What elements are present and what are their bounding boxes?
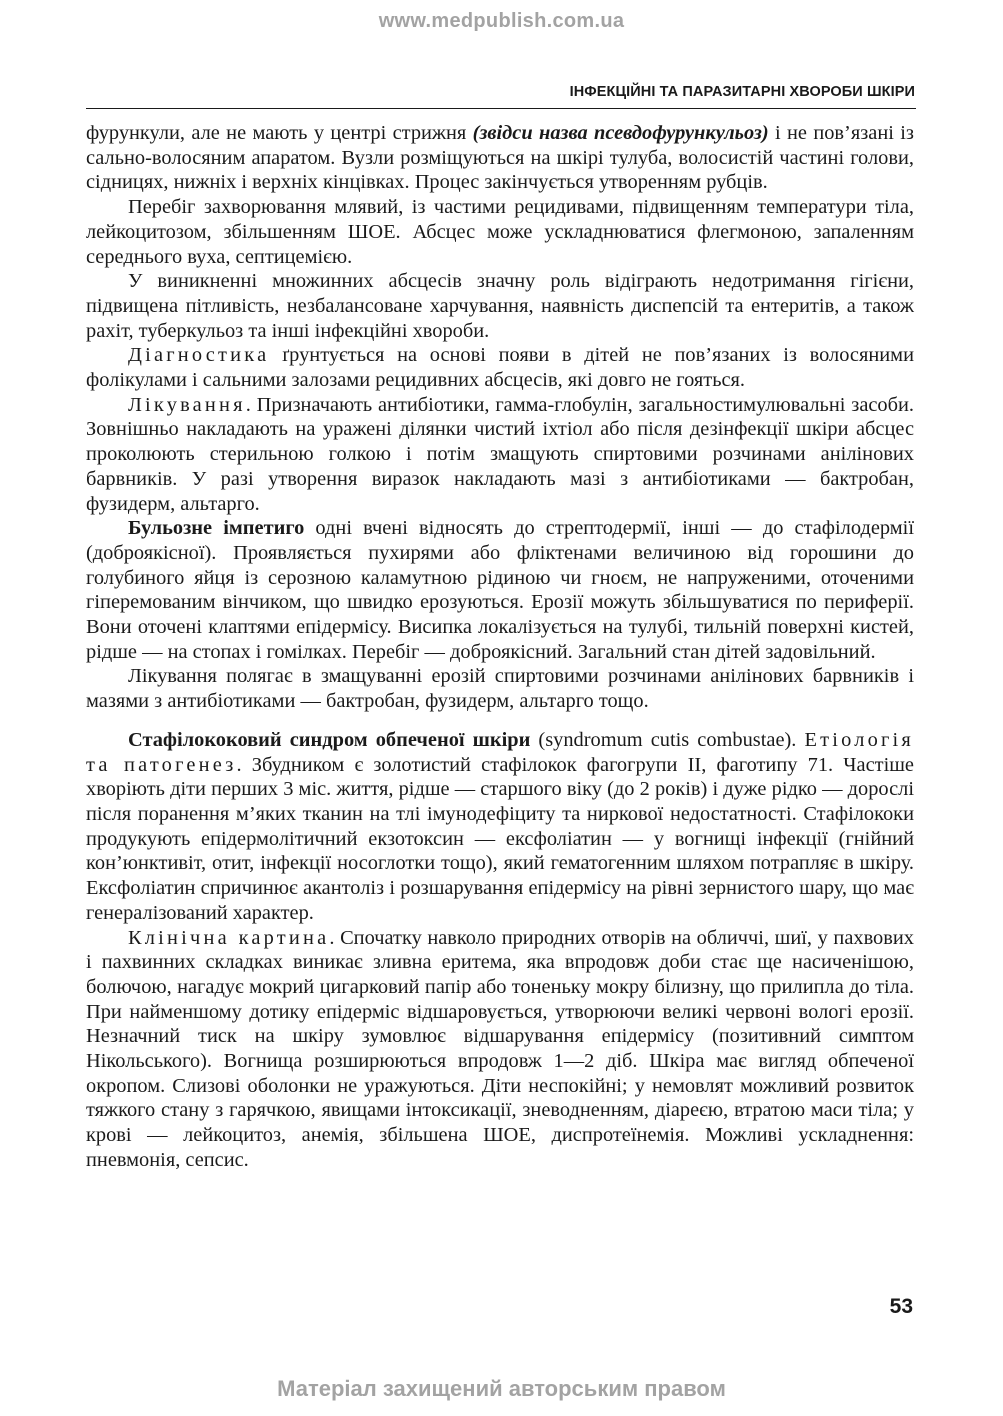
paragraph: Перебіг захворювання млявий, із частими рецидивами, підвищенням температури тіла, лейкоцитозом, збільшенням ШОЕ. Абсцес може ускладнюватися флегмоною, запаленням середнього вуха, септицемією. <box>86 196 914 268</box>
paragraph: Лікування полягає в змащуванні ерозій спиртовими розчинами анілінових барвників і мазями з антибіотиками — бактробан, фузидерм, альтарго тощо. <box>86 665 914 713</box>
paragraph <box>86 728 914 926</box>
text-run: і не пов’язані із сально-волосяним апаратом. Вузли розміщуються на шкірі тулуба, волосистій частині голови, сідницях, нижніх і верхніх кінцівках. Процес закінчується утворенням рубців. <box>86 122 914 194</box>
text-run: . Призначають антибіотики, гамма-глобулін, загальностимулювальні засоби. Зовнішньо накладають на уражені ділянки чистий іхтіол або після дезінфекції шкіри абсцес проколюють стерильною голкою і потім змащують спиртовими розчинами анілінових барвників. У разі утворення виразок накладають мазі з антибіотиками — бактробан, фузидерм, альтарго. <box>86 393 914 515</box>
running-head: ІНФЕКЦІЙНІ ТА ПАРАЗИТАРНІ ХВОРОБИ ШКІРИ <box>569 84 915 100</box>
copyright-watermark: Матеріал захищений авторським правом <box>277 1376 726 1401</box>
site-url-watermark: www.medpublish.com.ua <box>378 10 625 32</box>
latin-term: (syndromum cutis combustae). <box>530 728 805 751</box>
bold-term: Стафілококовий синдром обпеченої шкіри <box>128 728 531 751</box>
page-body <box>86 121 914 1173</box>
bold-term: Бульозне імпетиго <box>128 517 305 540</box>
text-run: . Спочатку навколо природних отворів на обличчі, шиї, у пахвових і пахвинних складках виникає зливна еритема, яка впродовж доби стає ще насиченішою, болючою, нагадує мокрий цигарковий папір або тоненьку мокру білизну, що прилипла до тіла. При найменшому дотику епідерміс відшаровується, утворюючи великі червоні вологі ерозії. Незначний тиск на шкіру зумовлює відшарування епідермісу (позитивний симптом Нікольського). Вогнища розширюються впродовж 1—2 діб. Шкіра має вигляд обпеченої окропом. Слизові оболонки не уражуються. Діти неспокійні; у немовлят можливий розвиток тяжкого стану з гарячкою, явищами інтоксикації, зневодненням, діареєю, втратою маси тіла; у крові — лейкоцитоз, анемія, збільшена ШОЕ, диспротеїнемія. Можливі ускладнення: пневмонія, сепсис. <box>86 926 914 1171</box>
paragraph <box>86 516 914 664</box>
spaced-term: Етіологія та патогенез <box>86 728 914 776</box>
paragraph <box>86 121 914 195</box>
spaced-term: Лікування <box>128 393 246 416</box>
paragraph <box>86 393 914 517</box>
paragraph: У виникненні множинних абсцесів значну роль відіграють недотримання гігієни, підвищена пітливість, незбалансоване харчування, наявність диспепсій та ентеритів, а також рахіт, туберкульоз та інші інфекційні хвороби. <box>86 270 914 342</box>
paragraph <box>86 343 914 392</box>
text-run: ґрунтується на основі появи в дітей не пов’язаних із волосяними фолікулами і сальними залозами рецидивних абсцесів, які довго не гояться. <box>86 344 914 392</box>
page-number: 53 <box>889 1295 913 1318</box>
spaced-term: Діагностика <box>128 344 270 367</box>
header-rule <box>86 108 916 109</box>
text-run: . Збудником є золотистий стафілокок фагогрупи II, фаготипу 71. Частіше хворіють діти перших 3 міс. життя, рідше — старшого віку (до 2 років) і дуже рідко — дорослі після поранення м’яких тканин на тлі імунодефіциту та ниркової недостатності. Стафілококи продукують епідермолітичний екзотоксин — ексфоліатин — у вогнищі інфекції (гнійний кон’юнктивіт, отит, інфекції носоглотки тощо), який гематогенним шляхом потрапляє в шкіру. Ексфоліатин спричинює акантоліз і розшарування епідермісу на рівні зернистого шару, що має генералізований характер. <box>86 753 914 924</box>
text-run: фурункули, але не мають у центрі стрижня <box>86 122 473 144</box>
emphasis-text: (звідси назва псевдофурункульоз) <box>472 122 769 144</box>
spaced-term: Клінічна картина <box>128 926 330 949</box>
paragraph <box>86 926 914 1173</box>
text-run: одні вчені відносять до стрептодермії, інші — до стафілодермії (доброякісної). Проявляється пухирями або фліктенами величиною від горошини до голубиного яйця із серозною каламутною рідиною чи гноєм, не напруженими, оточеними гіперемованим вінчиком, що швидко ерозуються. Ерозії можуть збільшуватися по периферії. Вони оточені клаптями епідермісу. Висипка локалізується на тулубі, тильній поверхні кистей, рідше — на стопах і гомілках. Перебіг — доброякісний. Загальний стан дітей задовільний. <box>86 517 914 663</box>
